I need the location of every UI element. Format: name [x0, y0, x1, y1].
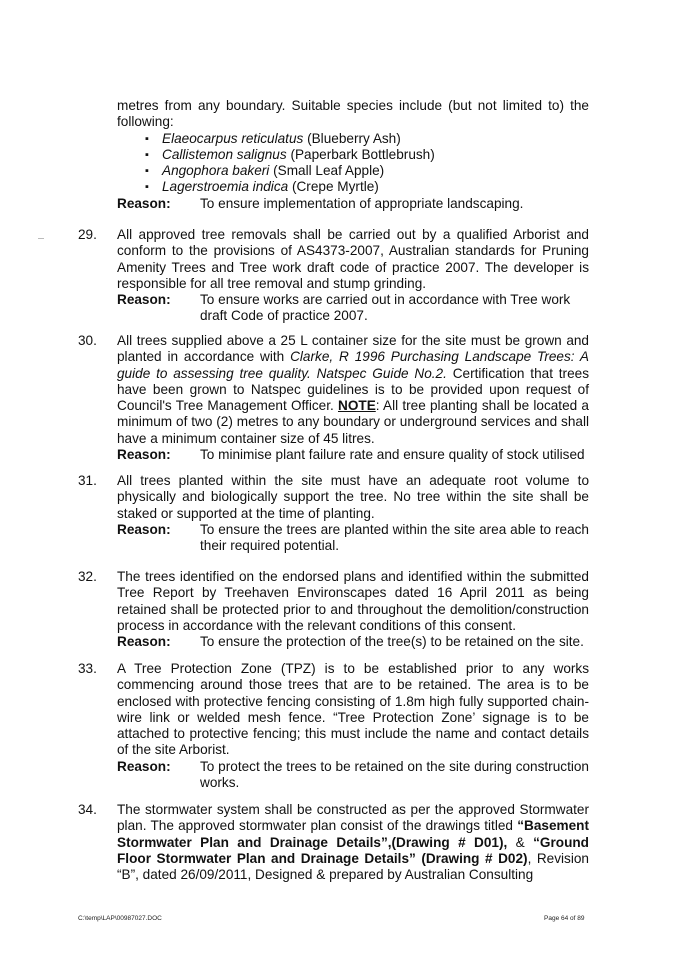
species-common: (Small Leaf Apple) [269, 163, 385, 179]
note-label: NOTE [338, 398, 376, 414]
reason-label: Reason: [117, 758, 171, 774]
condition-text: A Tree Protection Zone (TPZ) is to be established prior to any works commencing around those trees that are to be retained. The area is to be enclosed with protective fencing consisting of 1.8m high fully supported chain-wire link or welded mesh fence. “Tree Protection Zone’ signage is to be attached to protective fencing; this must include the name and contact details of the site Arborist. [117, 661, 589, 758]
text-segment: , Revision “B”, dated 26/09/2011, Designed & prepared by Australian Consulting [117, 850, 589, 883]
text-segment: All trees supplied above a 25 L container size for the site must be grown and planted in accordance with [117, 333, 589, 365]
condition-33 [78, 661, 589, 791]
reason-line [117, 196, 589, 212]
condition-number: 34. [78, 802, 97, 817]
reason-label: Reason: [117, 634, 171, 650]
reason-text: To ensure implementation of appropriate landscaping. [200, 195, 524, 211]
reason-text: To ensure the protection of the tree(s) to be retained on the site. [200, 634, 584, 650]
condition-number: 31. [78, 473, 97, 488]
reason-text: To protect the trees to be retained on the site during construction works. [200, 758, 589, 791]
reason-label: Reason: [117, 447, 171, 463]
drawing-title: “Basement Stormwater Plan and Drainage Details”,(Drawing # D01), [117, 818, 589, 850]
intro-text: metres from any boundary. Suitable species include (but not limited to) the following: [117, 98, 589, 130]
species-latin: Lagerstroemia indica [162, 179, 289, 195]
reason-text: To ensure the trees are planted within the site area able to reach their required potential. [200, 521, 589, 554]
footer-page-number: Page 64 of 89 [544, 915, 585, 922]
species-common: (Blueberry Ash) [303, 130, 401, 146]
condition-number: 33. [78, 661, 97, 676]
reason-line [117, 759, 589, 792]
species-item [145, 147, 589, 163]
species-common: (Paperbark Bottlebrush) [286, 146, 435, 162]
condition-text [117, 333, 589, 447]
condition-31 [78, 473, 589, 554]
species-item [145, 163, 589, 179]
drawing-title: “Ground Floor Stormwater Plan and Drainage Details” (Drawing # D02) [117, 834, 589, 866]
text-segment: The stormwater system shall be constructed as per the approved Stormwater plan. The approved stormwater plan consist of the drawings titled [117, 802, 589, 834]
species-latin: Elaeocarpus reticulatus [162, 130, 304, 146]
reason-line [117, 447, 589, 463]
reason-label: Reason: [117, 521, 171, 537]
text-segment: & [507, 834, 534, 850]
margin-mark [38, 238, 44, 239]
condition-30 [78, 333, 589, 463]
reason-label: Reason: [117, 195, 171, 211]
species-item [145, 179, 589, 195]
condition-text: The trees identified on the endorsed plans and identified within the submitted Tree Report by Treehaven Environscapes dated 16 April 2011 as being retained shall be protected prior to and throughout the demolition/construction process in accordance with the relevant conditions of this consent. [117, 569, 589, 633]
condition-number: 29. [78, 227, 97, 242]
condition-text [117, 802, 589, 883]
reason-text: To minimise plant failure rate and ensure quality of stock utilised [200, 447, 585, 463]
condition-34 [78, 802, 589, 883]
footer-file-path: C:\temp\LAP\00987027.DOC [78, 915, 162, 922]
species-latin: Callistemon salignus [162, 146, 287, 162]
intro-section [117, 98, 589, 212]
text-segment: Certification that trees have been grown to Natspec guidelines is to be provided upon request of Council's Tree Management Officer. [117, 365, 590, 414]
condition-text: All approved tree removals shall be carried out by a qualified Arborist and conform to the provisions of AS4373-2007, Australian standards for Pruning Amenity Trees and Tree work draft code of practice 2007. The developer is responsible for all tree removal and stump grinding. [117, 227, 589, 291]
species-list [117, 131, 589, 196]
reason-line [117, 292, 589, 325]
reason-line [117, 522, 589, 555]
condition-text: All trees planted within the site must have an adequate root volume to physically and biologically support the tree. No tree within the site shall be staked or supported at the time of planting. [117, 473, 589, 521]
text-segment: : All tree planting shall be located a minimum of two (2) metres to any boundary or underground services and shall have a minimum container size of 45 litres. [117, 398, 589, 446]
species-common: (Crepe Myrtle) [288, 179, 379, 195]
reason-text: To ensure works are carried out in accordance with Tree work draft Code of practice 2007. [200, 292, 571, 324]
reason-label: Reason: [117, 292, 171, 308]
condition-29 [78, 227, 589, 325]
reference-italic: Clarke, R 1996 Purchasing Landscape Trees: A guide to assessing tree quality. Natspec Guide No.2. [117, 349, 589, 381]
reason-line [117, 634, 589, 650]
condition-32 [78, 569, 589, 650]
condition-number: 32. [78, 569, 97, 584]
species-item [145, 131, 589, 147]
condition-number: 30. [78, 333, 97, 348]
species-latin: Angophora bakeri [162, 163, 270, 179]
